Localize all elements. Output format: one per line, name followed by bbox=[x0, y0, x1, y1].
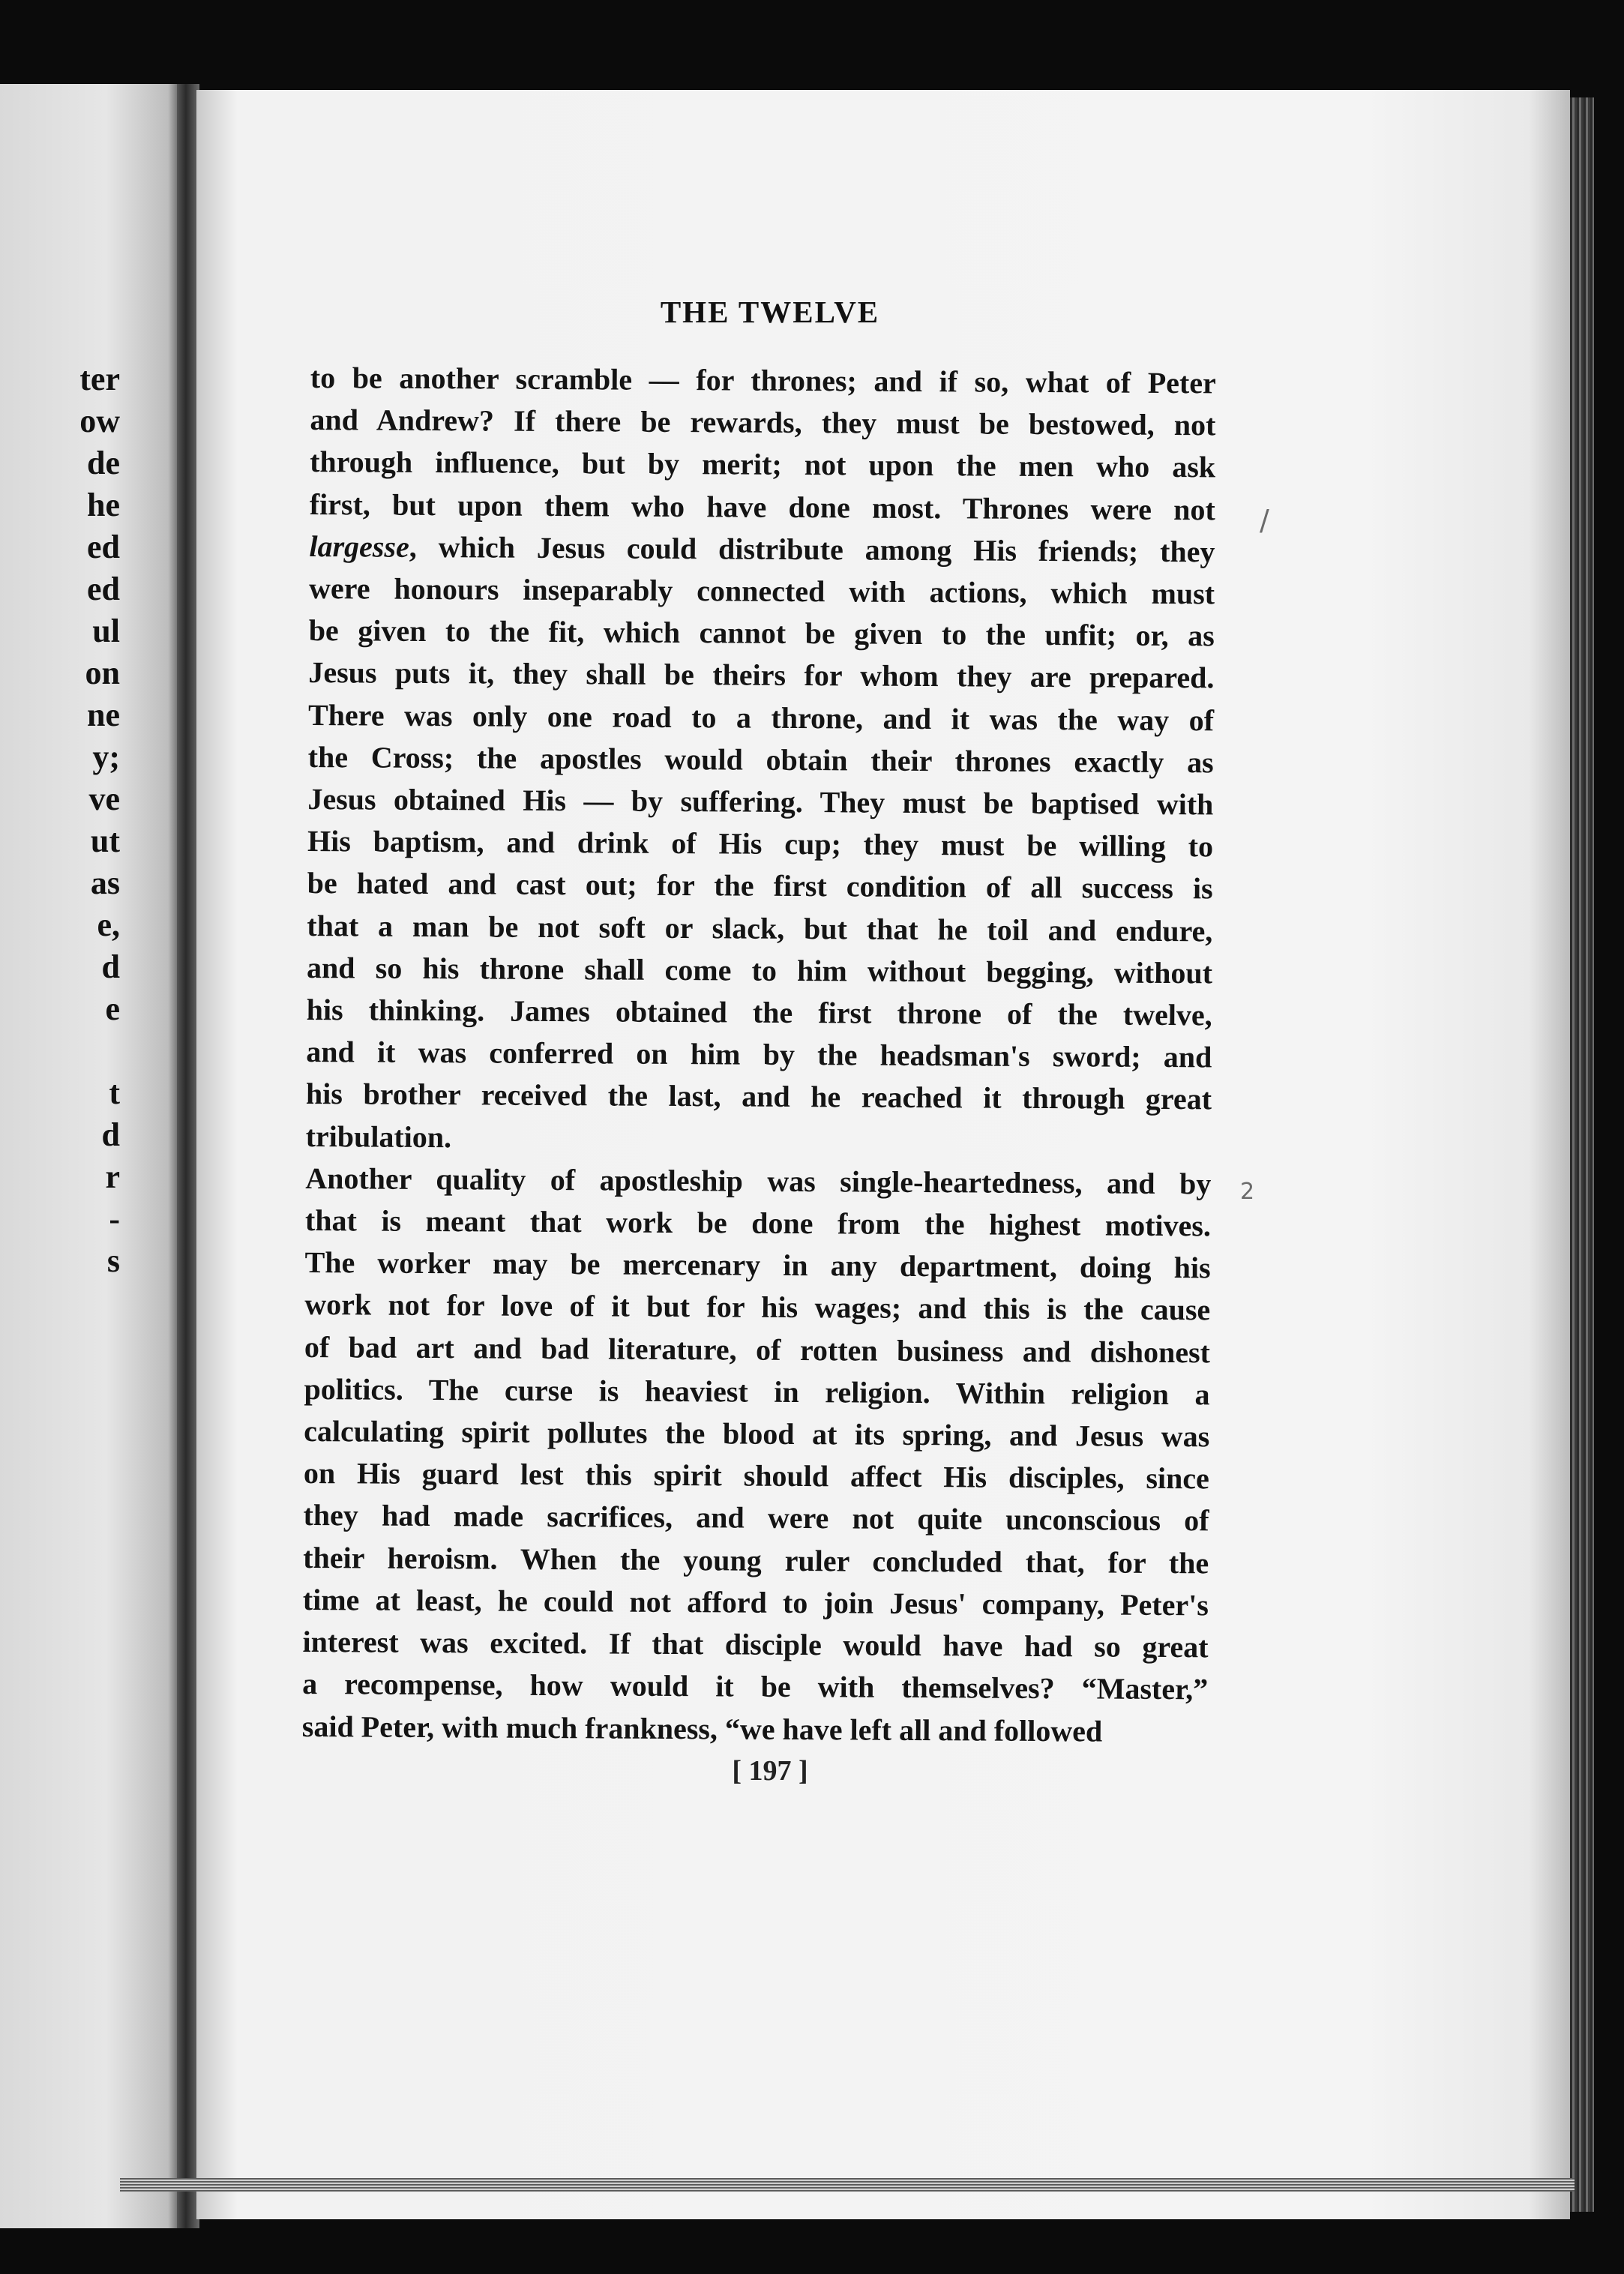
left-page-fragment: s bbox=[106, 1242, 120, 1279]
left-page-fragment: d bbox=[101, 1116, 120, 1153]
left-page-fragment: t bbox=[109, 1074, 120, 1111]
text-line: be given to the fit, which cannot be given to the unfit; or, as bbox=[308, 613, 1215, 653]
text-line: the Cross; the apostles would obtain their thrones exactly as bbox=[307, 739, 1214, 780]
text-line: to be another scramble — for thrones; and if so, what of Peter bbox=[310, 360, 1216, 400]
margin-mark-slash: / bbox=[1260, 504, 1269, 537]
text-line: There was only one road to a throne, and it was the way of bbox=[307, 697, 1215, 737]
text-line: first, but upon them who have done most. Thrones were not bbox=[309, 487, 1215, 526]
page-number: [ 197 ] bbox=[732, 1755, 808, 1787]
text-line: Jesus obtained His — by suffering. They must be baptised with bbox=[307, 782, 1214, 822]
text-line: tribulation. bbox=[305, 1119, 452, 1154]
left-page-fragment: e, bbox=[97, 906, 120, 943]
text-line: through influence, but by merit; not upon the men who ask bbox=[310, 445, 1216, 484]
text-line: Jesus puts it, they shall be theirs for whom they are prepared. bbox=[308, 655, 1215, 695]
left-page-fragment: - bbox=[109, 1200, 120, 1237]
text-line: Another quality of apostleship was single-heartedness, and by bbox=[305, 1161, 1212, 1201]
text-line: and so his throne shall come to him without begging, without bbox=[306, 950, 1213, 990]
body-text bbox=[302, 357, 1216, 1753]
text-line: that is meant that work be done from the highest motives. bbox=[304, 1203, 1212, 1243]
text-line: work not for love of it but for his wages; and this is the cause bbox=[304, 1287, 1211, 1327]
left-page-fragment: ow bbox=[79, 403, 120, 439]
bottom-page-edge bbox=[120, 2178, 1575, 2192]
left-page-fragment: ul bbox=[92, 613, 120, 649]
text-line: largesse, which Jesus could distribute among His friends; they bbox=[309, 529, 1215, 569]
text-line: interest was excited. If that disciple would have had so great bbox=[302, 1625, 1209, 1664]
text-line: that a man be not soft or slack, but that he toil and endure, bbox=[307, 908, 1213, 948]
left-page-fragment: he bbox=[87, 487, 120, 523]
left-page-fragment: de bbox=[87, 445, 120, 481]
left-page-fragment: e bbox=[105, 990, 120, 1027]
left-page-fragment: r bbox=[105, 1158, 120, 1195]
left-page-fragment: ed bbox=[87, 529, 120, 565]
left-page-fragment: d bbox=[101, 948, 120, 985]
text-line: were honours inseparably connected with actions, which must bbox=[308, 571, 1215, 611]
italic-word: largesse bbox=[309, 529, 409, 564]
left-page-fragment: as bbox=[90, 864, 120, 901]
text-line: his thinking. James obtained the first throne of the twelve, bbox=[306, 993, 1212, 1032]
text-line: calculating spirit pollutes the blood at its spring, and Jesus was bbox=[304, 1414, 1210, 1454]
text-line: on His guard lest this spirit should affect His disciples, since bbox=[303, 1456, 1210, 1496]
text-line: His baptism, and drink of His cup; they must be willing to bbox=[307, 824, 1214, 864]
text-line: be hated and cast out; for the first condition of all success is bbox=[307, 866, 1213, 906]
left-page-fragment: y; bbox=[92, 739, 120, 775]
left-page-fragment: ne bbox=[87, 697, 120, 733]
text-line: a recompense, how would it be with themselves? “Master,” bbox=[302, 1667, 1209, 1706]
margin-mark-numeral: 2 bbox=[1240, 1179, 1255, 1205]
text-line: and it was conferred on him by the headsman's sword; and bbox=[306, 1035, 1212, 1074]
left-page-fragment: ut bbox=[90, 822, 120, 859]
text-line: his brother received the last, and he reached it through great bbox=[305, 1077, 1212, 1116]
left-page bbox=[0, 84, 177, 2228]
text-line: they had made sacrifices, and were not quite unconscious of bbox=[303, 1498, 1209, 1538]
text-line: said Peter, with much frankness, “we have left all and followed bbox=[301, 1709, 1103, 1748]
text-line: and Andrew? If there be rewards, they must be bestowed, not bbox=[310, 403, 1216, 442]
text-line: The worker may be mercenary in any department, doing his bbox=[304, 1245, 1211, 1285]
left-page-fragment: on bbox=[85, 655, 120, 691]
left-page-fragment: ve bbox=[88, 780, 120, 817]
text-line: politics. The curse is heaviest in religion. Within religion a bbox=[304, 1371, 1210, 1412]
page-edge bbox=[1570, 97, 1594, 2212]
text-line: of bad art and bad literature, of rotten business and dishonest bbox=[304, 1329, 1211, 1370]
left-page-fragment: ter bbox=[79, 361, 120, 397]
text-line: their heroism. When the young ruler concluded that, for the bbox=[303, 1540, 1209, 1580]
left-page-fragment: ed bbox=[87, 571, 120, 607]
running-head: THE TWELVE bbox=[660, 295, 880, 329]
text-line: time at least, he could not afford to join Jesus' company, Peter's bbox=[302, 1582, 1209, 1622]
